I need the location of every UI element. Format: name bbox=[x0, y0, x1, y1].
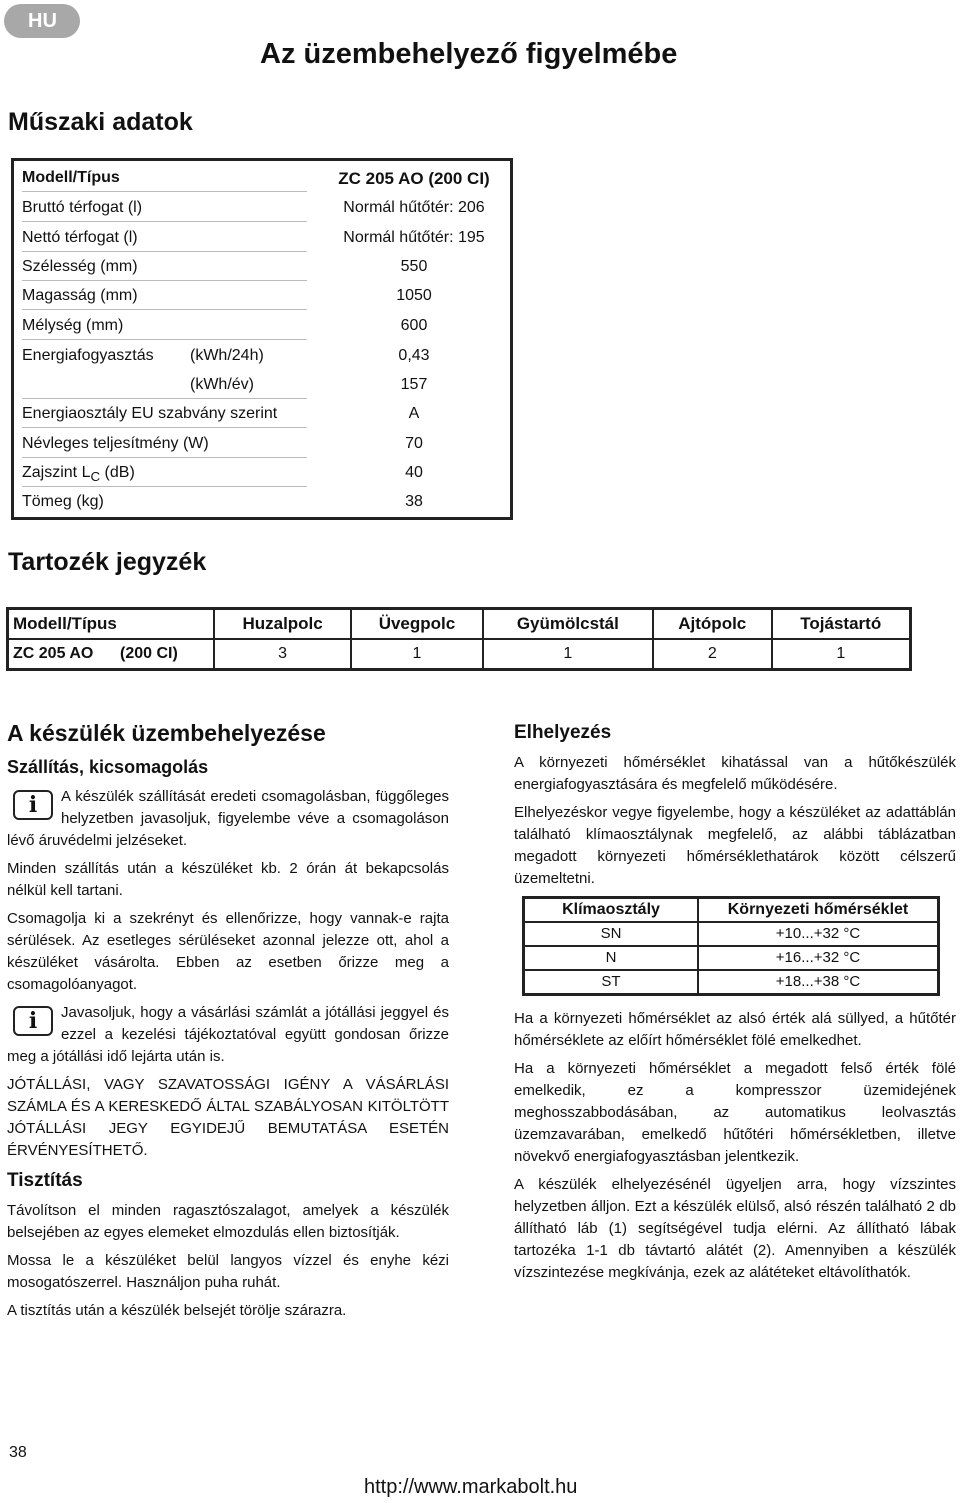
paragraph: Ha a környezeti hőmérséklet az alsó érték alá süllyed, a hűtőtér hőmérséklete az előírt hőmérséklet fölé emelkedhet. bbox=[514, 1010, 956, 1049]
row-value: 550 bbox=[400, 258, 428, 275]
table-row bbox=[22, 372, 510, 402]
table-cell: +16...+32 °C bbox=[698, 946, 939, 970]
paragraph: Minden szállítás után a készüléket kb. 2 órán át bekapcsolás nélkül kell tartani. bbox=[7, 860, 449, 899]
table-cell: 2 bbox=[653, 639, 772, 670]
col-header: Klímaosztály bbox=[524, 898, 699, 923]
row-label: Modell/Típus bbox=[22, 169, 120, 186]
col-header: Gyümölcstál bbox=[483, 609, 653, 640]
row-label: Szélesség (mm) bbox=[22, 258, 138, 275]
paragraph: Mossa le a készüléket belül langyos vízzel és enyhe kézi mosogatószerrel. Használjon puha ruhát. bbox=[7, 1252, 449, 1291]
row-value: Normál hűtőtér: 206 bbox=[343, 199, 485, 216]
table-row bbox=[22, 283, 510, 313]
table-row bbox=[22, 401, 510, 431]
row-value: A bbox=[408, 405, 420, 422]
row-value: Normál hűtőtér: 195 bbox=[343, 229, 485, 246]
table-row bbox=[524, 922, 939, 946]
tech-data-table bbox=[11, 158, 513, 520]
row-label: Energiafogyasztás bbox=[22, 347, 154, 364]
page-title: Az üzembehelyező figyelmébe bbox=[260, 38, 678, 70]
table-row bbox=[22, 489, 510, 519]
table-row bbox=[22, 343, 510, 373]
col-header: Üvegpolc bbox=[351, 609, 483, 640]
paragraph: A tisztítás után a készülék belsejét törölje szárazra. bbox=[7, 1302, 347, 1319]
table-row bbox=[22, 165, 510, 195]
row-label: Zajszint $L_C$ (dB) bbox=[22, 464, 135, 485]
left-column bbox=[7, 722, 449, 1328]
table-row bbox=[8, 639, 911, 670]
table-cell: 3 bbox=[214, 639, 351, 670]
language-badge: HU bbox=[4, 4, 80, 38]
info-paragraph bbox=[7, 1002, 449, 1074]
info-icon: i bbox=[13, 1006, 53, 1036]
tech-data-heading: Műszaki adatok bbox=[8, 108, 193, 136]
row-unit: (kWh/24h) bbox=[190, 347, 264, 364]
placement-heading: Elhelyezés bbox=[514, 722, 612, 743]
table-row bbox=[22, 195, 510, 225]
paragraph: A környezeti hőmérséklet kihatással van a hűtőkészülék energiafogyasztására és megfelelő működésére. bbox=[514, 754, 956, 793]
table-row bbox=[22, 225, 510, 255]
paragraph: Távolítson el minden ragasztószalagot, amelyek a készülék belsejében az egyes elemeket elmozdulás ellen biztosítják. bbox=[7, 1202, 449, 1241]
table-row bbox=[22, 460, 510, 490]
paragraph: Csomagolja ki a szekrényt és ellenőrizze, hogy vannak-e rajta sérülések. Az esetleges sérüléseket azonnal jelezze ott, ahol a készüléket vásárolta. Ebben az esetben őrizze meg a csomagolóanyagot. bbox=[7, 910, 449, 993]
installation-heading: A készülék üzembehelyezése bbox=[7, 720, 326, 746]
info-icon: i bbox=[13, 790, 53, 820]
col-header: Tojástartó bbox=[772, 609, 911, 640]
row-label: Tömeg (kg) bbox=[22, 493, 104, 510]
table-cell: N bbox=[524, 946, 699, 970]
table-cell: +18...+38 °C bbox=[698, 970, 939, 995]
table-header-row bbox=[524, 898, 939, 923]
table-cell: 1 bbox=[351, 639, 483, 670]
row-value: 38 bbox=[405, 493, 423, 510]
right-column bbox=[514, 722, 956, 1290]
row-value: 1050 bbox=[396, 287, 432, 304]
paragraph: A készülék szállítását eredeti csomagolásban, függőleges helyzetben javasoljuk, figyelembe véve a csomagoláson lévő áruvédelmi jelzéseket. bbox=[7, 788, 449, 849]
page-number: 38 bbox=[9, 1444, 27, 1461]
table-row bbox=[524, 946, 939, 970]
table-row bbox=[22, 313, 510, 343]
row-value: 600 bbox=[400, 317, 428, 334]
row-value: ZC 205 AO (200 CI) bbox=[338, 169, 490, 188]
row-label: Bruttó térfogat (l) bbox=[22, 199, 143, 216]
table-row bbox=[22, 254, 510, 284]
col-header: Környezeti hőmérséklet bbox=[698, 898, 939, 923]
warranty-notice: JÓTÁLLÁSI, VAGY SZAVATOSSÁGI IGÉNY A VÁSÁRLÁSI SZÁMLA ÉS A KERESKEDŐ ÁLTAL SZABÁLYOSAN KITÖLTÖTT JÓTÁLLÁSI JEGY EGYIDEJŰ BEMUTATÁSA ESETÉN ÉRVÉNYESÍTHETŐ. bbox=[7, 1076, 449, 1159]
col-header: Modell/Típus bbox=[8, 609, 215, 640]
table-cell: SN bbox=[524, 922, 699, 946]
table-cell: +10...+32 °C bbox=[698, 922, 939, 946]
cleaning-heading: Tisztítás bbox=[7, 1170, 83, 1191]
row-label: Energiaosztály EU szabvány szerint bbox=[22, 405, 278, 422]
table-cell: 1 bbox=[483, 639, 653, 670]
table-cell: 1 bbox=[772, 639, 911, 670]
table-header-row bbox=[8, 609, 911, 640]
col-header: Huzalpolc bbox=[214, 609, 351, 640]
footer-url: http://www.markabolt.hu bbox=[364, 1476, 578, 1498]
info-paragraph bbox=[7, 786, 449, 858]
model-cell: ZC 205 AO (200 CI) bbox=[8, 639, 215, 670]
paragraph: Ha a környezeti hőmérséklet a megadott felső érték fölé emelkedik, ez a kompresszor üzemidejének meghosszabbodásában, az automatikus leolvasztás üzemzavarában, emelkedő hűtőtéri hőmérsékletben, illetve növekvő energiafogyasztásban jelentkezik. bbox=[514, 1060, 956, 1165]
table-cell: ST bbox=[524, 970, 699, 995]
row-value: 157 bbox=[400, 376, 428, 393]
row-unit: (kWh/év) bbox=[190, 376, 254, 393]
transport-heading: Szállítás, kicsomagolás bbox=[7, 757, 209, 777]
row-value: 0,43 bbox=[398, 347, 430, 364]
row-label: Mélység (mm) bbox=[22, 317, 124, 334]
accessories-table bbox=[6, 607, 912, 671]
table-row bbox=[524, 970, 939, 995]
accessories-heading: Tartozék jegyzék bbox=[8, 548, 207, 576]
paragraph: A készülék elhelyezésénél ügyeljen arra, hogy vízszintes helyzetben álljon. Ezt a készülék elülső, alsó részén található 2 db állítható láb (1) segítségével tudja elérni. Az állítható lábak tartozéka 1-1 db távtartó alátét (2). Amennyiben a készülék vízszintezése megkívánja, ezek az alátéteket eltávolíthatók. bbox=[514, 1176, 956, 1281]
row-value: 40 bbox=[405, 464, 423, 481]
row-label: Névleges teljesítmény (W) bbox=[22, 435, 209, 452]
paragraph: Javasoljuk, hogy a vásárlási számlát a jótállási jeggyel és ezzel a kezelési tájékoztatóval együtt gondosan őrizze meg a jótállási idő lejárta után is. bbox=[7, 1004, 449, 1065]
col-header: Ajtópolc bbox=[653, 609, 772, 640]
table-row bbox=[22, 431, 510, 461]
climate-table bbox=[522, 896, 940, 996]
row-label: Nettó térfogat (l) bbox=[22, 229, 138, 246]
row-value: 70 bbox=[405, 435, 423, 452]
paragraph: Elhelyezéskor vegye figyelembe, hogy a készüléket az adattáblán található klímaosztálynak megfelelő, az alábbi táblázatban megadott környezeti hőmérséklethatárok között célszerű üzemeltetni. bbox=[514, 804, 956, 887]
row-label: Magasság (mm) bbox=[22, 287, 138, 304]
